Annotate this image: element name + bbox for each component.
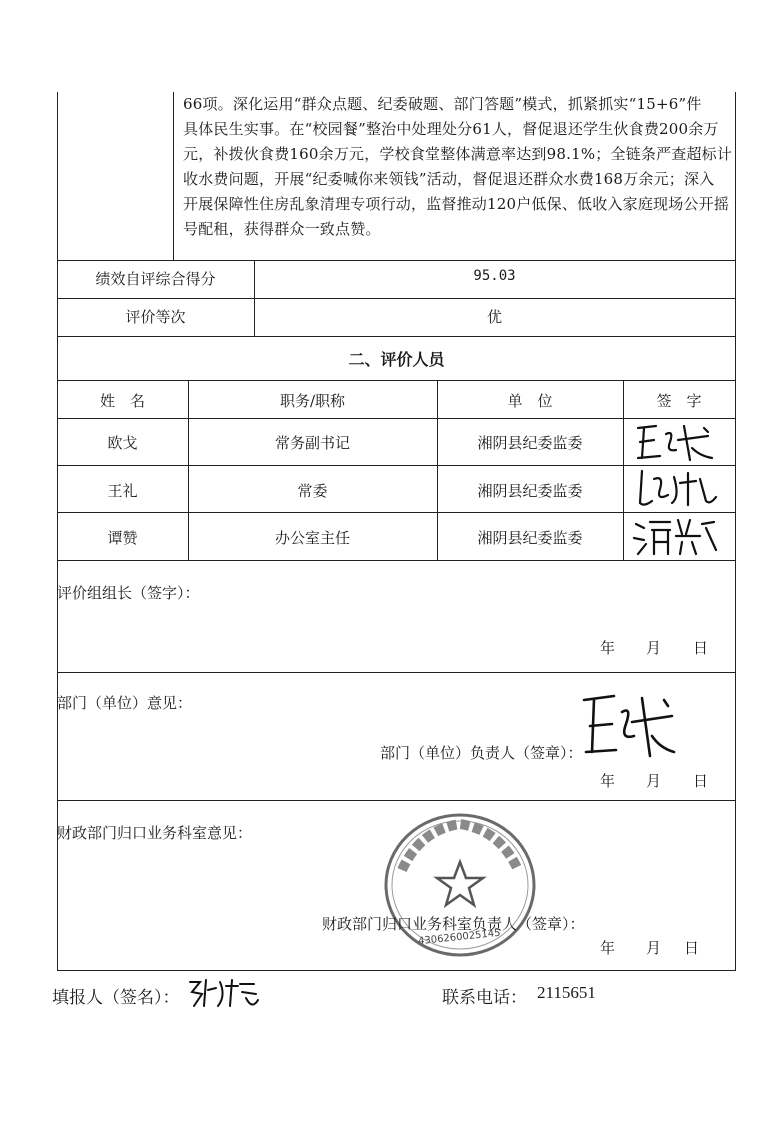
evaluator-title: 常委 (297, 482, 328, 500)
evaluator-name: 欧戈 (107, 434, 138, 452)
finance-year: 年 (600, 939, 616, 957)
text-line: 开展保障性住房乱象清理专项行动，监督推动120户低保、低收入家庭现场公开摇 (183, 195, 730, 213)
group-leader-label: 评价组组长（签字）： (57, 584, 200, 602)
handwritten-signature-dept (578, 690, 678, 762)
group-leader-day: 日 (693, 639, 709, 657)
evaluator-name: 王礼 (107, 482, 138, 500)
group-leader-year: 年 (600, 639, 616, 657)
handwritten-signature-tanzan (630, 514, 720, 558)
finance-month: 月 (646, 939, 662, 957)
dept-year: 年 (600, 772, 616, 790)
header-signature: 签 字 (656, 392, 702, 410)
score-label: 绩效自评综合得分 (95, 270, 216, 288)
performance-description (183, 92, 735, 242)
dept-month: 月 (646, 772, 662, 790)
text-line: 号配租，获得群众一致点赞。 (183, 220, 381, 238)
handwritten-signature-wangli (630, 467, 720, 511)
section-title: 二、评价人员 (348, 350, 445, 369)
grade-label: 评价等次 (125, 308, 186, 326)
phone-number: 2115651 (537, 983, 596, 1002)
header-name: 姓 名 (99, 392, 145, 410)
evaluator-unit: 湘阴县纪委监委 (477, 434, 583, 452)
text-line: 66项。深化运用“群众点题、纪委破题、部门答题”模式，抓紧抓实“15+6”件 (183, 95, 702, 113)
evaluator-unit: 湘阴县纪委监委 (477, 482, 583, 500)
evaluator-name: 谭赞 (107, 529, 138, 547)
phone-label: 联系电话： (442, 988, 527, 1008)
handwritten-signature-ouge (630, 420, 720, 464)
finance-responsible-label: 财政部门归口业务科室负责人（签章）： (322, 915, 585, 933)
evaluator-title: 办公室主任 (274, 529, 350, 547)
filler-label: 填报人（签名）： (52, 988, 180, 1008)
header-unit: 单 位 (507, 392, 553, 410)
stamp-number: 4306260025145 (417, 927, 502, 948)
evaluator-unit: 湘阴县纪委监委 (477, 529, 583, 547)
finance-day: 日 (684, 939, 700, 957)
finance-opinion-label: 财政部门归口业务科室意见： (57, 824, 253, 842)
dept-responsible-label: 部门（单位）负责人（签章）： (380, 744, 583, 762)
score-value: 95.03 (473, 268, 516, 284)
text-line: 具体民生实事。在“校园餐”整治中处理处分61人，督促退还学生伙食费200余万 (183, 120, 719, 138)
header-title: 职务/职称 (279, 392, 346, 410)
group-leader-month: 月 (646, 639, 662, 657)
handwritten-signature-filler (186, 976, 262, 1010)
dept-opinion-label: 部门（单位）意见： (57, 694, 193, 712)
text-line: 元，补拨伙食费160余万元，学校食堂整体满意率达到98.1%；全链条严查超标计 (183, 145, 733, 163)
dept-day: 日 (693, 772, 709, 790)
grade-value: 优 (486, 308, 502, 326)
text-line: 收水费问题，开展“纪委喊你来领钱”活动，督促退还群众水费168万余元；深入 (183, 170, 715, 188)
evaluator-title: 常务副书记 (274, 434, 350, 452)
